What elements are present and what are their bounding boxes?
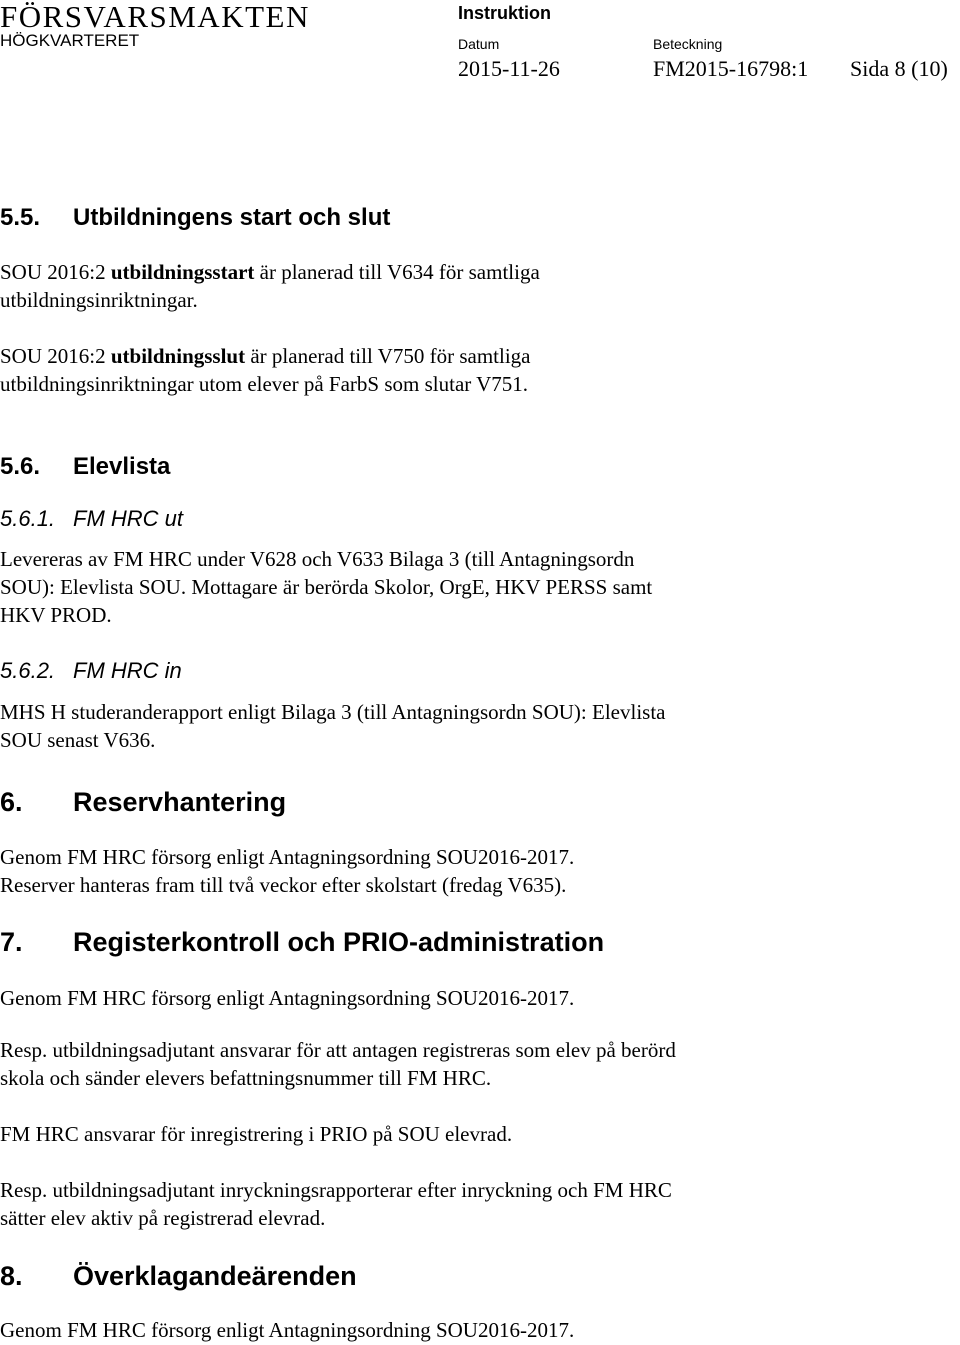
department-name: HÖGKVARTERET — [0, 31, 140, 50]
section-number: 5.6.1. — [0, 506, 56, 531]
bold-term: utbildningsslut — [110, 344, 246, 368]
section-number: 8. — [0, 1261, 23, 1291]
date-value: 2015-11-26 — [458, 56, 560, 81]
text-line: SOU): Elevlista SOU. Mottagare är berörda Skolor, OrgE, HKV PERSS samt — [0, 575, 653, 599]
text-line: Genom FM HRC försorg enligt Antagningsordning SOU2016-2017. — [0, 1318, 575, 1342]
section-heading-8 — [0, 1261, 700, 1293]
paragraph-inryckning — [0, 1176, 955, 1232]
section-heading-5-6 — [0, 453, 700, 483]
text-line: utbildningsinriktningar. — [0, 288, 198, 312]
section-title: Elevlista — [73, 453, 171, 480]
section-number: 5.5. — [0, 204, 41, 231]
paragraph-utbildningsslut — [0, 342, 955, 398]
paragraph-utbildningsstart — [0, 258, 955, 314]
section-heading-5-6-1 — [0, 506, 700, 534]
section-heading-7 — [0, 927, 800, 959]
reference-label: Beteckning — [653, 36, 723, 52]
text-line: FM HRC ansvarar för inregistrering i PRIO på SOU elevrad. — [0, 1122, 513, 1146]
section-heading-5-6-2 — [0, 658, 700, 686]
bold-term: utbildningsstart — [110, 260, 255, 284]
text-run: är planerad till V634 för samtliga — [254, 260, 540, 284]
text-line: Reserver hanteras fram till två veckor efter skolstart (fredag V635). — [0, 873, 567, 897]
text-line: HKV PROD. — [0, 603, 112, 627]
text-line: sätter elev aktiv på registrerad elevrad. — [0, 1206, 326, 1230]
document-type: Instruktion — [458, 3, 551, 23]
text-line: skola och sänder elevers befattningsnummer till FM HRC. — [0, 1066, 492, 1090]
section-title: Registerkontroll och PRIO-administration — [73, 927, 605, 957]
text-run: är planerad till V750 för samtliga — [245, 344, 531, 368]
section-number: 6. — [0, 787, 23, 817]
page-number: Sida 8 (10) — [850, 56, 948, 81]
paragraph-elevlista-in — [0, 698, 955, 754]
section-title: FM HRC in — [73, 658, 182, 683]
text-run: SOU 2016:2 — [0, 344, 111, 368]
reference-value: FM2015-16798:1 — [653, 56, 809, 81]
paragraph-reservhantering — [0, 843, 955, 899]
section-number: 7. — [0, 927, 23, 957]
paragraph-elevlista-ut — [0, 545, 955, 629]
section-title: FM HRC ut — [73, 506, 183, 531]
paragraph-overklagande — [0, 1316, 955, 1344]
date-label: Datum — [458, 36, 500, 52]
text-line: Genom FM HRC försorg enligt Antagningsordning SOU2016-2017. — [0, 845, 575, 869]
text-line: Genom FM HRC försorg enligt Antagningsordning SOU2016-2017. — [0, 986, 575, 1010]
section-heading-6 — [0, 787, 700, 819]
text-line: Levereras av FM HRC under V628 och V633 Bilaga 3 (till Antagningsordn — [0, 547, 635, 571]
text-run: SOU 2016:2 — [0, 260, 111, 284]
text-line: MHS H studeranderapport enligt Bilaga 3 (till Antagningsordn SOU): Elevlista — [0, 700, 666, 724]
organization-logo: FÖRSVARSMAKTEN — [0, 0, 310, 34]
paragraph-prio-registrering — [0, 1120, 955, 1148]
text-line: utbildningsinriktningar utom elever på FarbS som slutar V751. — [0, 372, 529, 396]
section-title: Reservhantering — [73, 787, 287, 817]
section-title: Överklagandeärenden — [73, 1261, 357, 1291]
text-line: Resp. utbildningsadjutant ansvarar för att antagen registreras som elev på berörd — [0, 1038, 676, 1062]
text-line: Resp. utbildningsadjutant inryckningsrapporterar efter inryckning och FM HRC — [0, 1178, 672, 1202]
paragraph-registerkontroll-intro — [0, 984, 955, 1012]
section-number: 5.6. — [0, 453, 41, 480]
text-line: SOU senast V636. — [0, 728, 156, 752]
section-number: 5.6.2. — [0, 658, 56, 683]
section-title: Utbildningens start och slut — [73, 204, 391, 231]
section-heading-5-5 — [0, 204, 700, 234]
paragraph-utbildningsadjutant-ansvar — [0, 1036, 955, 1092]
